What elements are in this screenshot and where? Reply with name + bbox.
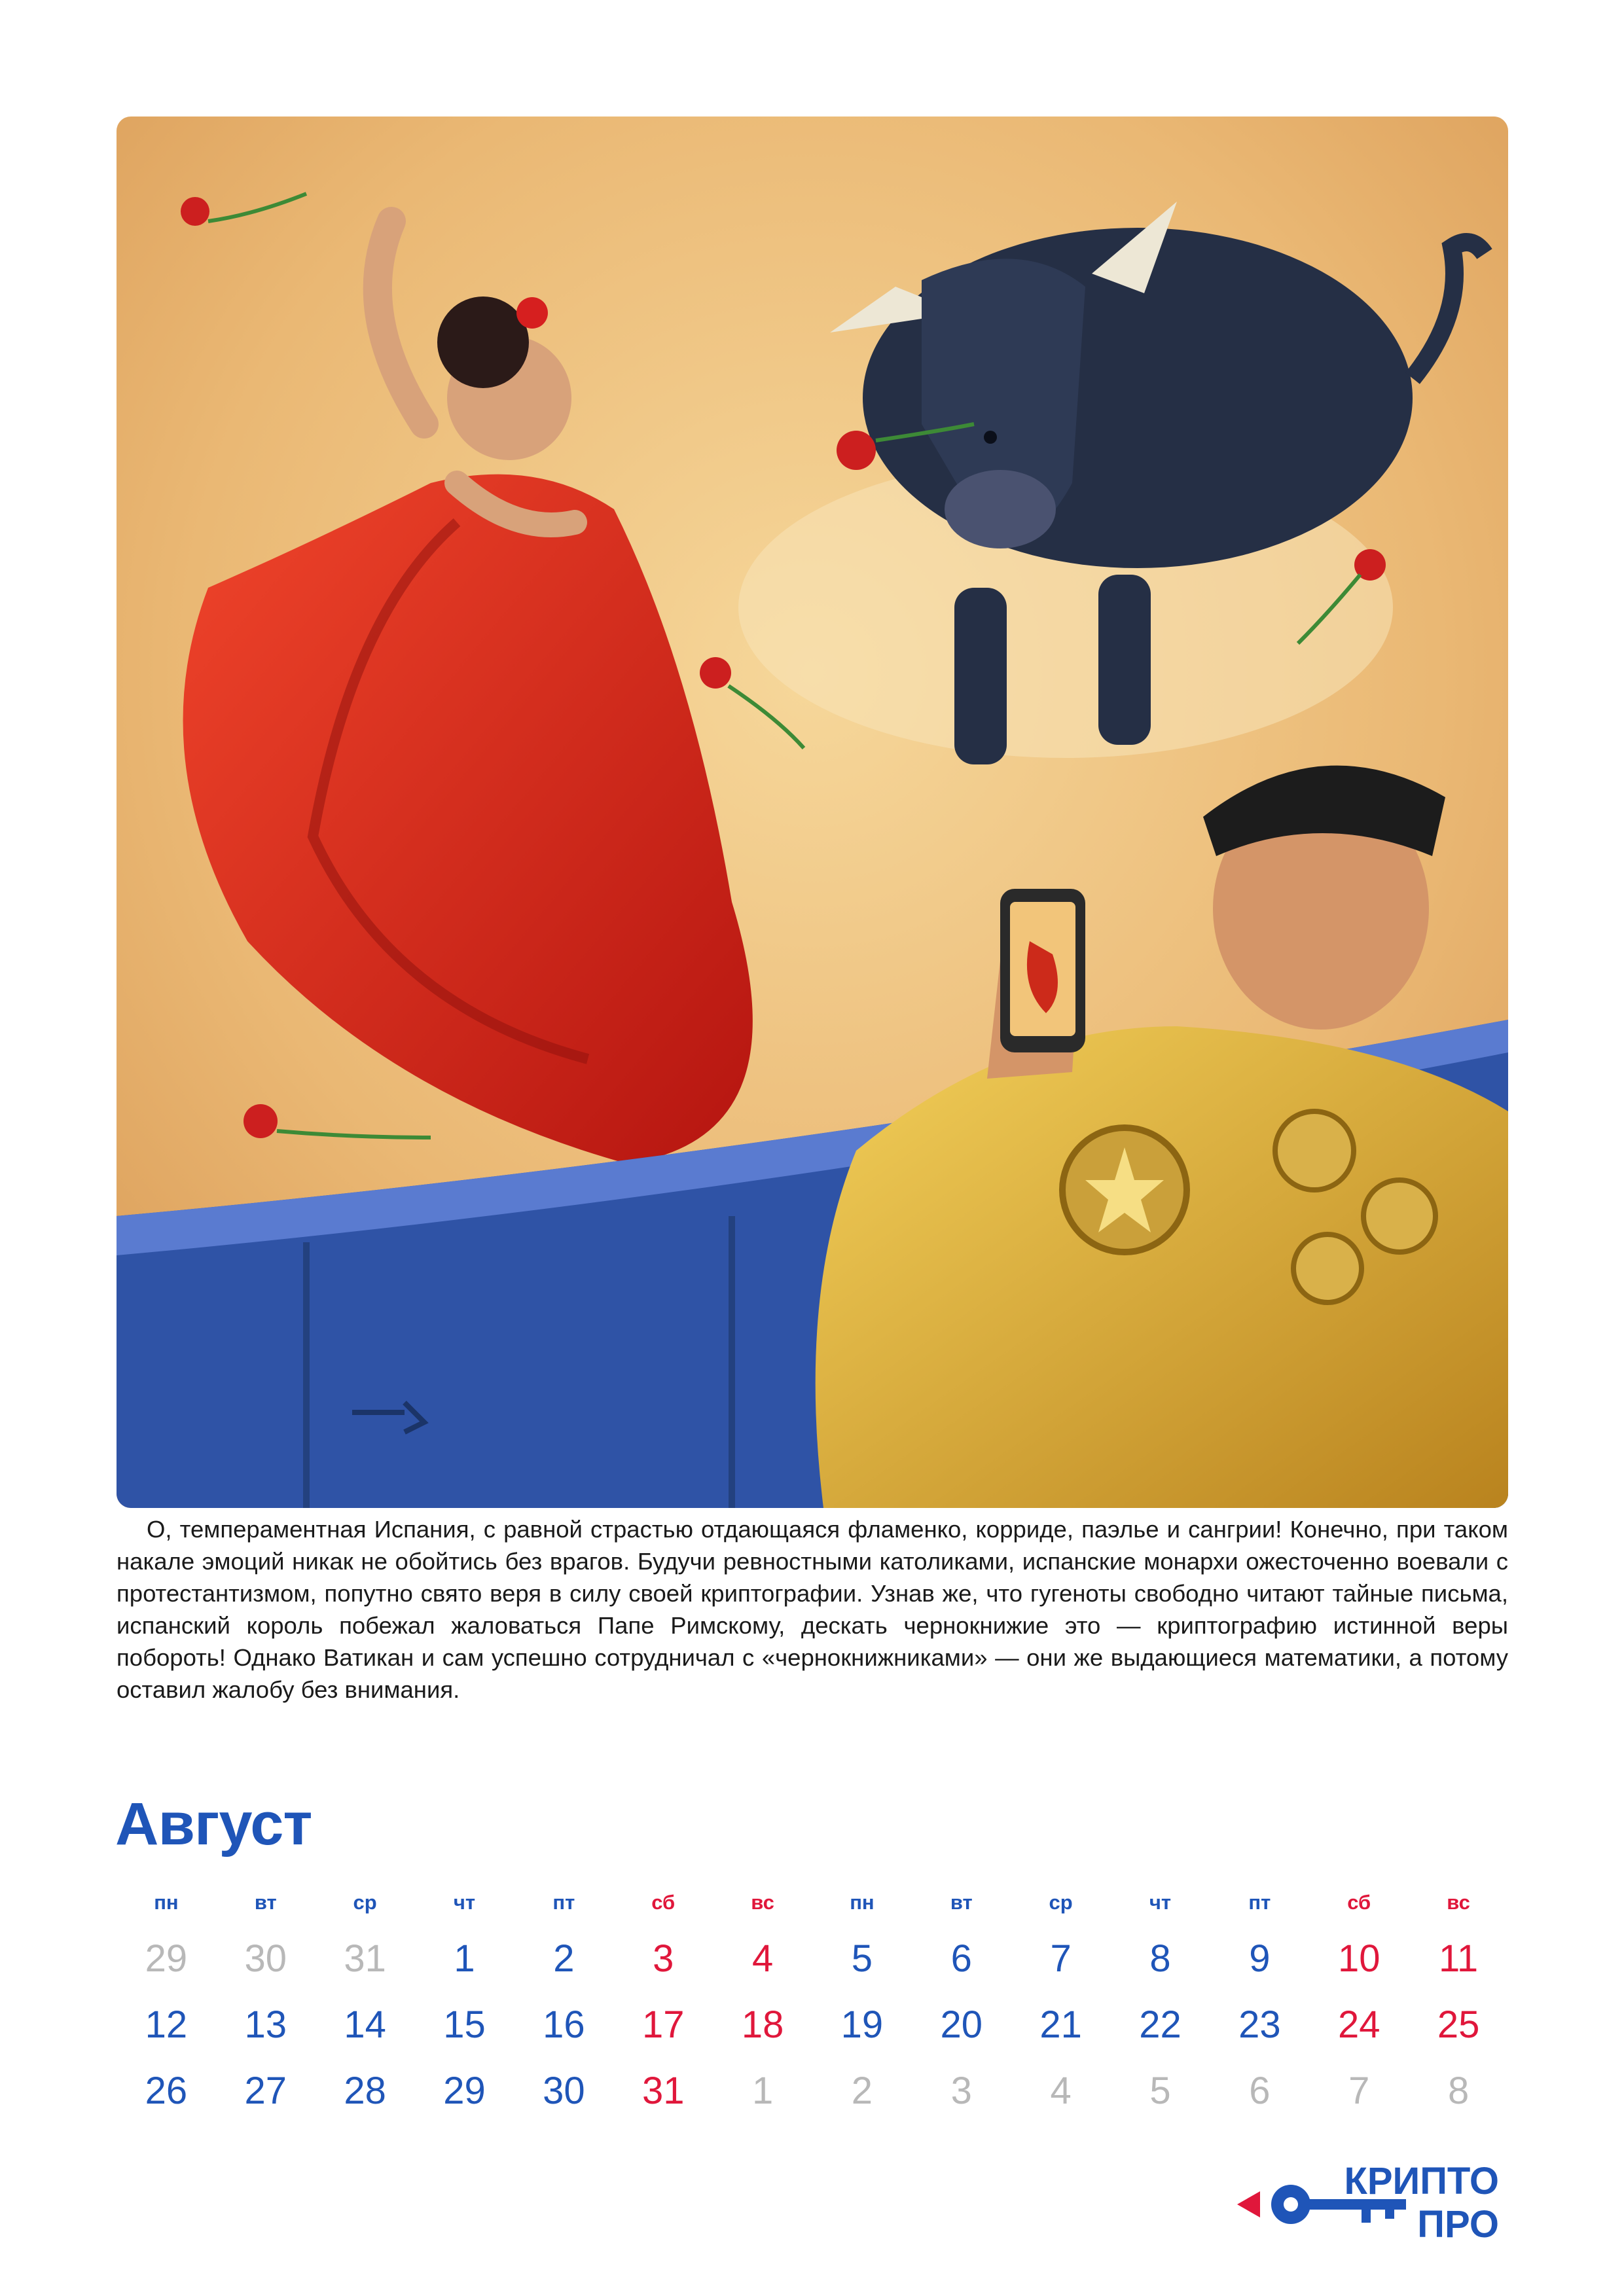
calendar-day: 9: [1249, 1937, 1271, 1980]
calendar-day: 11: [1438, 1937, 1479, 1980]
calendar-day: 22: [1139, 2003, 1182, 2046]
logo-line-1: КРИПТО: [1344, 2160, 1499, 2202]
weekday-label: чт: [453, 1891, 476, 1914]
calendar-day: 17: [641, 2003, 685, 2046]
weekday-label: вт: [950, 1891, 973, 1914]
weekday-label: сб: [651, 1891, 676, 1914]
story-paragraph: О, темпераментная Испания, с равной страстью отдающаяся фламенко, корриде, паэлье и сангрии! Конечно, при таком накале эмоций никак не обойтись без врагов. Будучи ревностными католиками, испанские монархи ожесточенно воевали с протестантизмом, попутно свято веря в силу своей криптографии. Узнав же, что гугеноты свободно читают тайные письма, испанский король побежал жаловаться Папе Римскому, дескать чернокнижие это — криптографию истинной веры побороть! Однако Ватикан и сам успешно сотрудничал с «чернокнижниками» — они же выдающиеся математики, а потому оставил жалобу без внимания.: [117, 1516, 1508, 1703]
weekday-label: пн: [850, 1891, 875, 1914]
weekday-label: вс: [1447, 1891, 1470, 1914]
calendar-day: 18: [741, 2003, 784, 2046]
calendar-day: 21: [1039, 2003, 1082, 2046]
calendar-day: 3: [950, 2070, 972, 2112]
calendar-day: 12: [145, 2003, 188, 2046]
calendar-day: 29: [145, 1937, 188, 1980]
calendar-day: 4: [1050, 2070, 1072, 2112]
weekday-label: чт: [1149, 1891, 1172, 1914]
weekday-label: пт: [552, 1891, 575, 1914]
calendar-day: 2: [851, 2070, 873, 2112]
calendar-day: 6: [1249, 2070, 1271, 2112]
calendar-day: 28: [344, 2070, 386, 2112]
calendar-day: 15: [443, 2003, 486, 2046]
calendar-day: 24: [1337, 2003, 1380, 2046]
calendar-day: 6: [950, 1937, 972, 1980]
weekday-label: пт: [1248, 1891, 1271, 1914]
illustration: [117, 117, 1508, 1508]
calendar-day: 26: [145, 2070, 188, 2112]
weekday-label: ср: [353, 1891, 377, 1914]
weekday-label: вт: [254, 1891, 277, 1914]
calendar-day: 30: [244, 1937, 287, 1980]
weekday-label: сб: [1347, 1891, 1371, 1914]
calendar-day: 5: [851, 1937, 873, 1980]
weekday-header: [117, 1880, 1508, 1926]
calendar-day: 25: [1437, 2003, 1480, 2046]
weekday-label: вс: [751, 1891, 774, 1914]
calendar-day: 1: [454, 1937, 475, 1980]
calendar-day: 8: [1447, 2070, 1470, 2112]
calendar-day: 1: [751, 2070, 774, 2112]
calendar-day: 14: [344, 2003, 386, 2046]
calendar-day: 31: [344, 1937, 386, 1980]
calendar-day: 13: [244, 2003, 287, 2046]
calendar-day: 31: [641, 2070, 685, 2112]
calendar-day: 3: [653, 1937, 674, 1980]
calendar-week: [117, 1926, 1508, 1992]
weekday-label: ср: [1049, 1891, 1073, 1914]
calendar-week: [117, 1992, 1508, 2058]
calendar-day: 4: [751, 1937, 774, 1980]
calendar-day: 27: [244, 2070, 287, 2112]
month-title: Август: [115, 1791, 312, 1857]
calendar-day: 16: [543, 2003, 585, 2046]
calendar-day: 20: [940, 2003, 983, 2046]
calendar-day: 5: [1149, 2070, 1171, 2112]
calendar-day: 2: [553, 1937, 575, 1980]
calendar-day: 7: [1348, 2070, 1370, 2112]
calendar-day: 23: [1238, 2003, 1281, 2046]
calendar-day: 29: [443, 2070, 486, 2112]
weekday-label: пн: [154, 1891, 179, 1914]
calendar-day: 8: [1149, 1937, 1171, 1980]
calendar-day: 10: [1337, 1937, 1380, 1980]
calendar-grid: [117, 1880, 1508, 2124]
calendar-day: 30: [543, 2070, 585, 2112]
cryptopro-logo: [1231, 2153, 1506, 2251]
calendar-day: 7: [1050, 1937, 1072, 1980]
calendar-day: 19: [840, 2003, 884, 2046]
bullfight-illustration: [117, 117, 1508, 1508]
calendar-week: [117, 2058, 1508, 2124]
logo-line-2: ПРО: [1417, 2203, 1499, 2246]
